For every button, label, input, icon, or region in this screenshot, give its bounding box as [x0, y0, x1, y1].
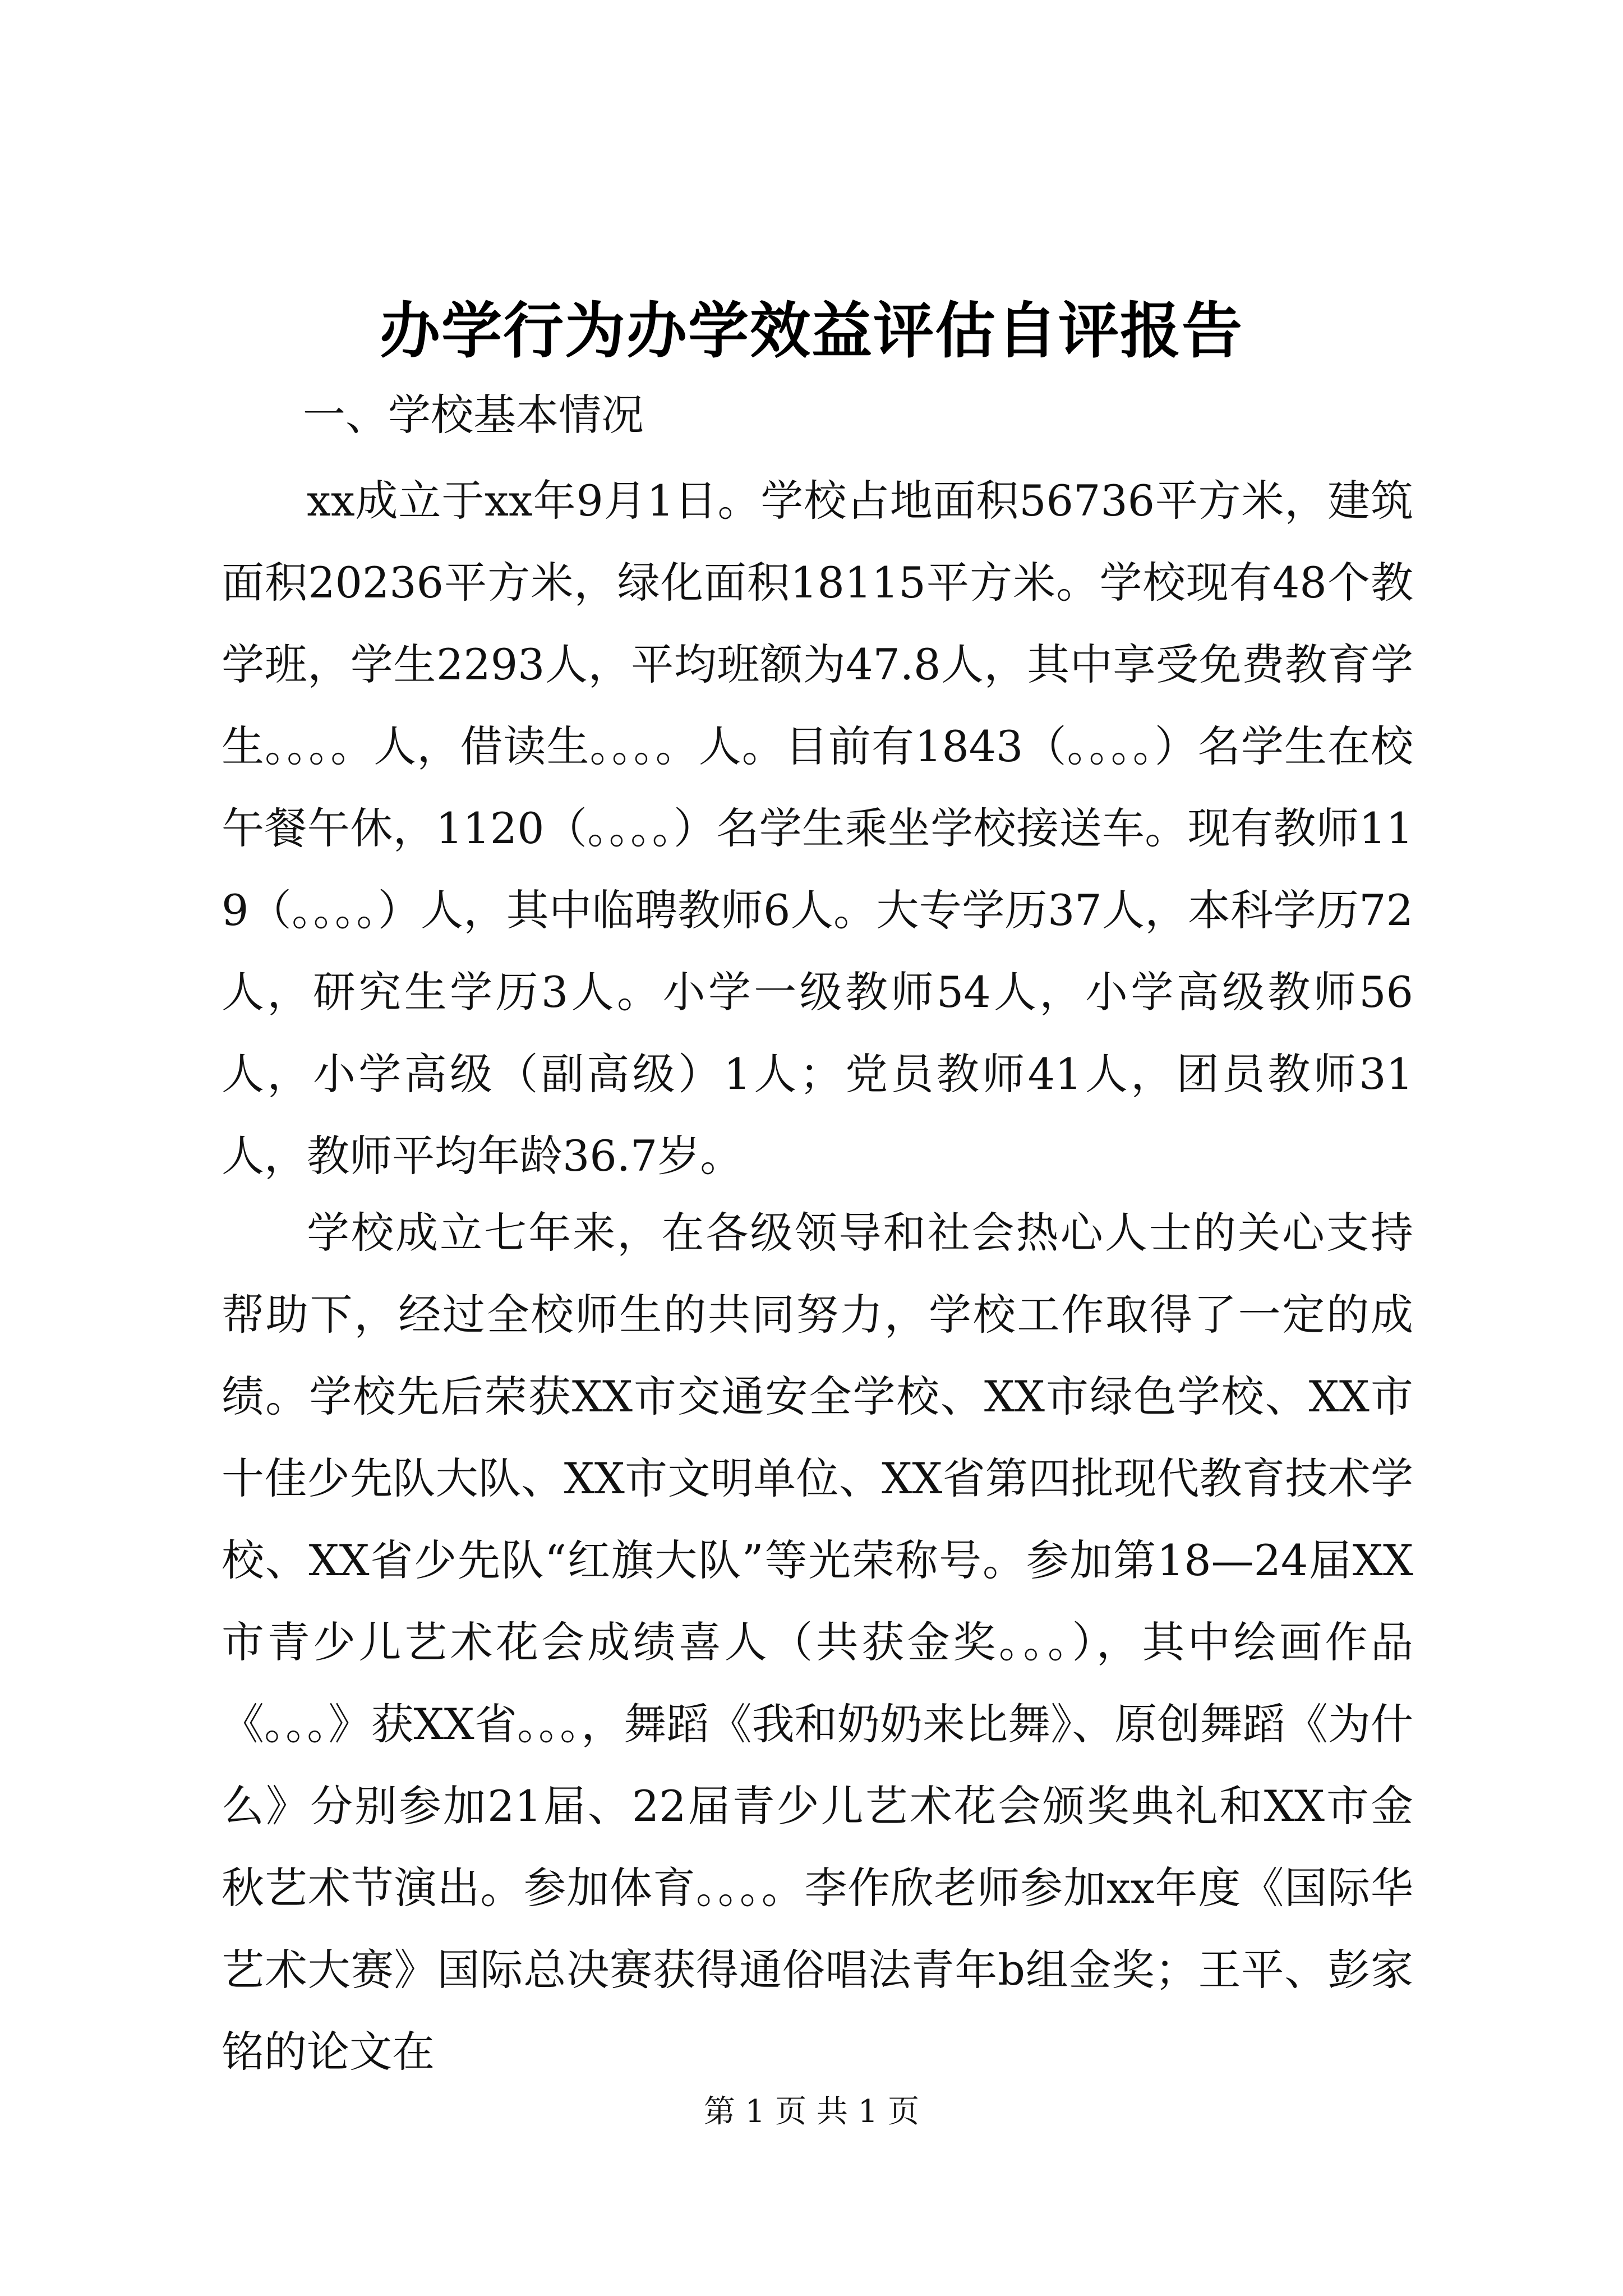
- paragraph-achievements: 学校成立七年来，在各级领导和社会热心人士的关心支持帮助下，经过全校师生的共同努力，学校工作取得了一定的成绩。学校先后荣获XX市交通安全学校、XX市绿色学校、XX市十佳少先队大队、XX市文明单位、XX省第四批现代教育技术学校、XX省少先队“红旗大队”等光荣称号。参加第18—24届XX市青少儿艺术花会成绩喜人（共获金奖。。。），其中绘画作品《。。。》获XX省。。。，舞蹈《我和奶奶来比舞》、原创舞蹈《为什么》分别参加21届、22届青少儿艺术花会颁奖典礼和XX市金秋艺术节演出。参加体育。。。。李作欣老师参加xx年度《国际华艺术大赛》国际总决赛获得通俗唱法青年b组金奖；王平、彭家铭的论文在: [222, 1208, 1413, 2077]
- document-title: 办学行为办学效益评估自评报告: [379, 296, 1243, 366]
- page-number-footer: 第 1 页 共 1 页: [703, 2093, 920, 2130]
- section-heading: 一、学校基本情况: [303, 390, 644, 440]
- paragraph-basic-info: xx成立于xx年9月1日。学校占地面积56736平方米，建筑面积20236平方米，绿化面积18115平方米。学校现有48个教学班，学生2293人，平均班额为47.8人，其中享受免费教育学生。。。。人，借读生。。。。人。目前有1843（。。。。）名学生在校午餐午休，1120（。。。。）名学生乘坐学校接送车。现有教师119（。。。。）人，其中临聘教师6人。大专学历37人，本科学历72人，研究生学历3人。小学一级教师54人，小学高级教师56人，小学高级（副高级）1人；党员教师41人，团员教师31人，教师平均年龄36.7岁。: [222, 476, 1413, 1181]
